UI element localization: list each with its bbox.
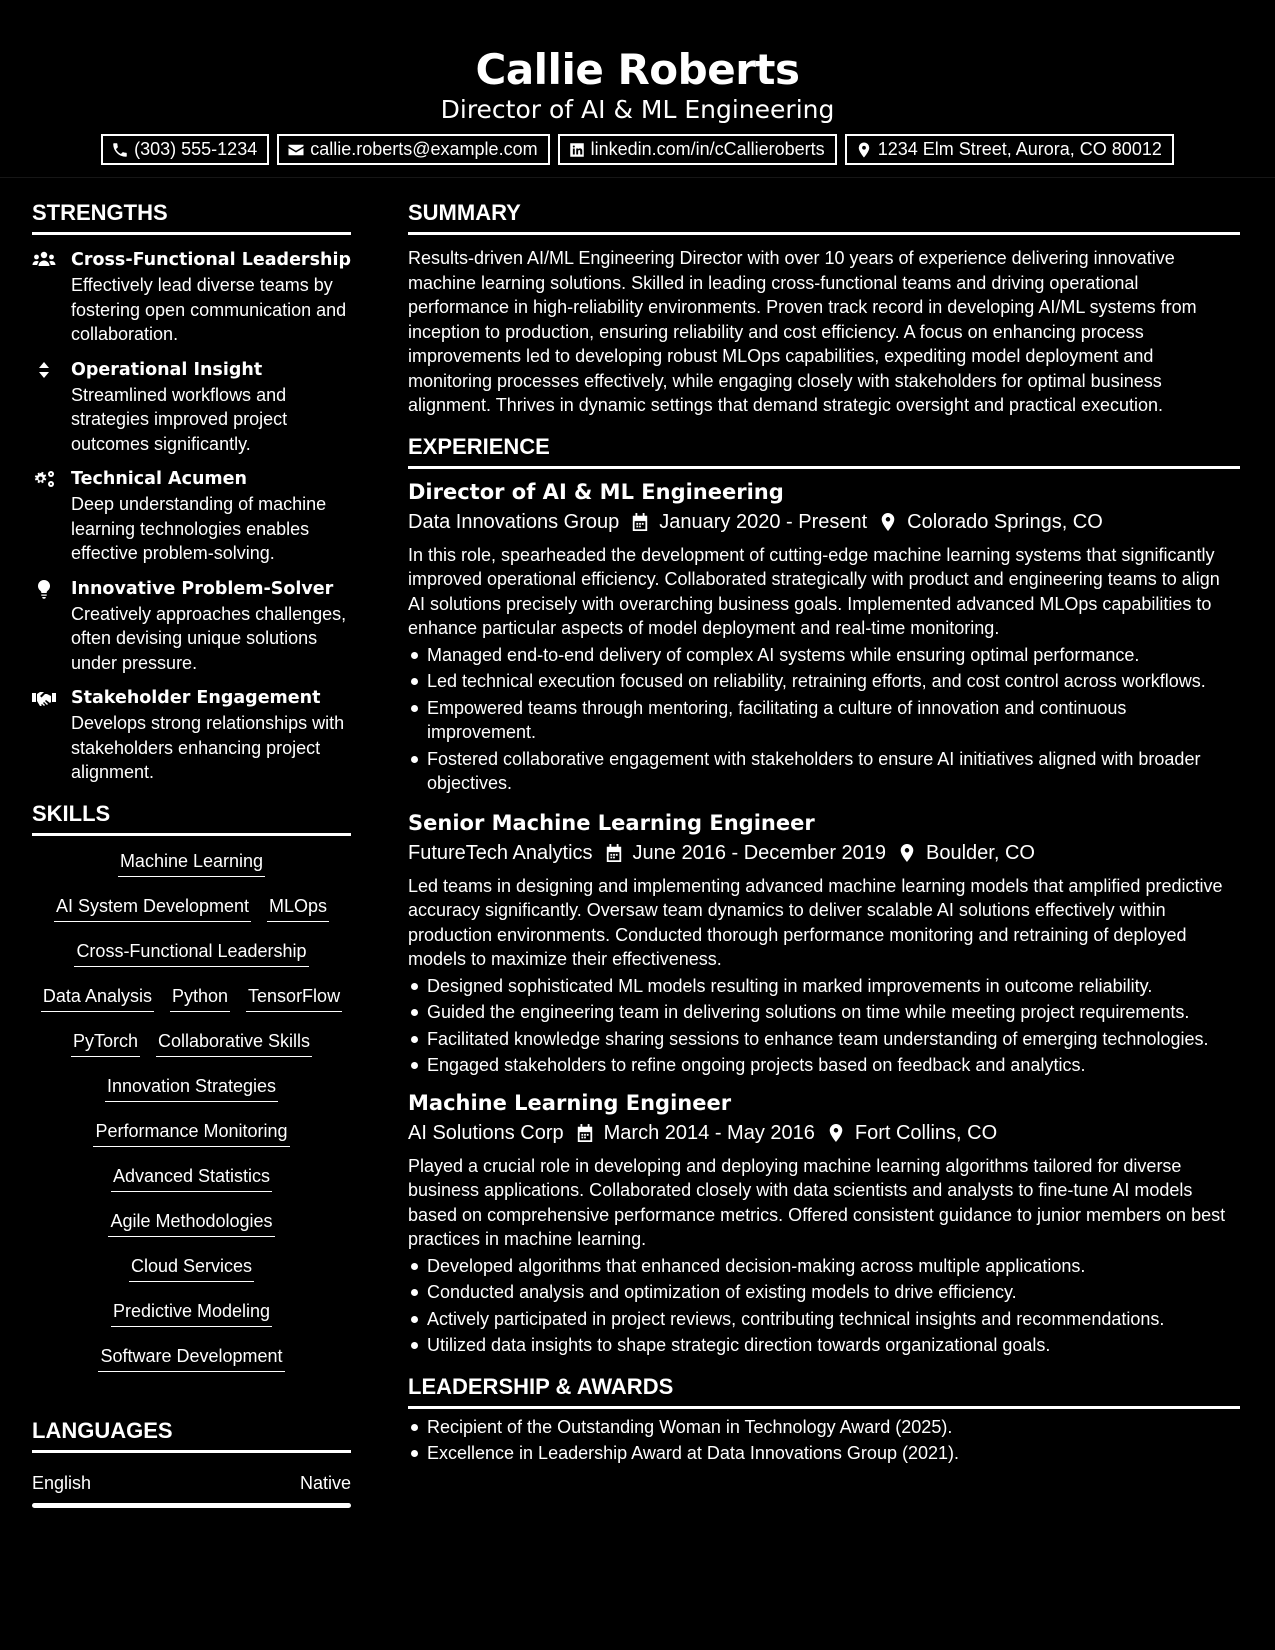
linkedin-text: linkedin.com/in/cCallieroberts [590,139,825,159]
summary-heading: SUMMARY [408,198,1240,235]
experience-heading: EXPERIENCE [408,432,1240,469]
list-item: Managed end-to-end delivery of complex AI systems while ensuring optimal performance. [408,643,1240,668]
job-title: Senior Machine Learning Engineer [408,810,815,835]
calendar-icon [576,1123,594,1143]
phone-icon [111,141,129,159]
contact-bar [0,134,1275,165]
contact-linkedin[interactable] [558,134,837,165]
job-location: Colorado Springs, CO [907,510,1103,533]
language-item [32,1471,351,1495]
strength-title: Cross-Functional Leadership [71,250,351,270]
job-title: Machine Learning Engineer [408,1090,732,1115]
leadership-heading: LEADERSHIP & AWARDS [408,1372,1240,1409]
list-item: Recipient of the Outstanding Woman in Technology Award (2025). [408,1415,1240,1440]
skill-tag: Collaborative Skills [156,1028,312,1057]
skill-tag: Performance Monitoring [93,1118,289,1147]
skill-tag: MLOps [267,893,329,922]
strength-title: Technical Acumen [71,469,247,489]
candidate-name: Callie Roberts [475,45,800,94]
contact-phone[interactable] [101,134,269,165]
strength-item [32,466,351,566]
job-entry [408,1088,1240,1358]
language-level: Native [299,1472,351,1493]
users-icon [32,250,56,270]
gears-icon [32,469,56,489]
job-entry [408,477,1240,796]
list-item: Utilized data insights to shape strategic direction towards organizational goals. [408,1333,1240,1358]
job-entry [408,808,1240,1078]
skills-heading: SKILLS [32,799,351,836]
list-item: Engaged stakeholders to refine ongoing projects based on feedback and analytics. [408,1053,1240,1078]
skill-tag: Advanced Statistics [111,1163,272,1192]
list-item: Fostered collaborative engagement with stakeholders to ensure AI initiatives aligned with broader objectives. [408,747,1240,796]
job-title: Director of AI & ML Engineering [408,479,784,504]
job-description: Played a crucial role in developing and deploying machine learning algorithms tailored for diverse business applications. Collaborated closely with data scientists and analysts to fine-tune AI models based on comprehensive performance metrics. Offered consistent guidance to junior members on best practices in machine learning. [408,1155,1226,1249]
job-bullets [408,643,1240,796]
job-dates: January 2020 - Present [659,510,868,533]
skill-tag: Machine Learning [118,848,265,877]
map-marker-icon [855,141,873,159]
list-item: Empowered teams through mentoring, facilitating a culture of innovation and continuous improvement. [408,696,1240,745]
skill-tag: Data Analysis [41,983,154,1012]
job-description: In this role, spearheaded the development of cutting-edge machine learning systems that significantly improved operational efficiency. Collaborated strategically with product and engineering teams to align AI solutions precisely with overarching business goals. Implemented advanced MLOps capabilities to enhance particular aspects of model deployment and real-time monitoring. [408,544,1220,638]
job-company: AI Solutions Corp [408,1121,564,1144]
job-company: FutureTech Analytics [408,841,593,864]
list-item: Facilitated knowledge sharing sessions to enhance team understanding of emerging technologies. [408,1027,1240,1052]
handshake-icon [32,688,56,708]
envelope-icon [287,141,305,159]
sort-icon [32,360,56,380]
right-column [408,198,1240,1466]
job-company: Data Innovations Group [408,510,620,533]
strength-item [32,357,351,457]
job-meta [408,1118,1240,1148]
calendar-icon [631,512,649,532]
job-bullets [408,1254,1240,1358]
language-proficiency-bar [32,1503,351,1508]
strength-title: Innovative Problem-Solver [71,578,334,599]
strength-item [32,247,351,347]
email-text: callie.roberts@example.com [310,139,538,159]
skill-tag: PyTorch [71,1028,140,1057]
strength-title: Operational Insight [71,359,263,380]
skill-tag: TensorFlow [246,983,342,1012]
leadership-list [408,1415,1240,1466]
strength-desc: Develops strong relationships with stakeholders enhancing project alignment. [71,713,345,782]
phone-text: (303) 555-1234 [134,139,258,159]
calendar-icon [605,843,623,863]
job-meta [408,838,1240,868]
contact-address[interactable] [845,134,1174,165]
strength-item [32,576,351,676]
job-dates: March 2014 - May 2016 [603,1121,815,1144]
lightbulb-icon [32,579,56,599]
skill-tag: Agile Methodologies [108,1208,274,1237]
strengths-heading: STRENGTHS [32,198,351,235]
strength-title: Stakeholder Engagement [71,688,321,708]
address-text: 1234 Elm Street, Aurora, CO 80012 [877,139,1162,159]
skill-tag: Cross-Functional Leadership [74,938,308,967]
map-marker-icon [827,1123,845,1143]
candidate-title: Director of AI & ML Engineering [440,95,835,124]
strength-desc: Effectively lead diverse teams by fostering open communication and collaboration. [71,275,347,344]
map-marker-icon [898,843,916,863]
skill-tag: Cloud Services [129,1253,254,1282]
list-item: Designed sophisticated ML models resulting in marked improvements in outcome reliability. [408,974,1240,999]
map-marker-icon [879,512,897,532]
job-location: Fort Collins, CO [854,1121,998,1144]
job-location: Boulder, CO [926,841,1035,864]
job-description: Led teams in designing and implementing advanced machine learning models that amplified predictive accuracy significantly. Oversaw team dynamics to deliver scalable AI solutions effectively within production environments. Conducted thorough performance monitoring and retraining of deployed models to maximize their effectiveness. [408,875,1223,969]
strength-desc: Streamlined workflows and strategies improved project outcomes significantly. [71,384,288,454]
strength-desc: Creatively approaches challenges, often devising unique solutions under pressure. [71,603,347,673]
skill-tag: Innovation Strategies [105,1073,278,1102]
language-name: English [32,1472,92,1493]
list-item: Excellence in Leadership Award at Data Innovations Group (2021). [408,1441,1240,1466]
job-dates: June 2016 - December 2019 [632,841,887,864]
summary-text: Results-driven AI/ML Engineering Director with over 10 years of experience delivering innovative machine learning solutions. Skilled in leading cross-functional teams and driving operational performance in high-reliability environments. Proven track record in developing AI/ML systems from inception to production, ensuring reliability and cost efficiency. A focus on enhancing process improvements led to developing robust MLOps capabilities, expediting model deployment and monitoring processes effectively, while engaging closely with stakeholders for optimal business alignment. Thrives in dynamic settings that demand strategic oversight and practical execution. [408,248,1197,415]
list-item: Led technical execution focused on reliability, retraining efforts, and cost control across workflows. [408,669,1240,694]
skills-list [32,848,351,1388]
list-item: Developed algorithms that enhanced decision-making across multiple applications. [408,1254,1240,1279]
list-item: Conducted analysis and optimization of existing models to drive efficiency. [408,1280,1240,1305]
strengths-list [32,247,351,785]
linkedin-icon [568,141,586,159]
list-item: Guided the engineering team in delivering solutions on time while meeting project requirements. [408,1000,1240,1025]
skill-tag: AI System Development [54,893,251,922]
job-bullets [408,974,1240,1078]
languages-heading: LANGUAGES [32,1416,351,1453]
resume-header [0,0,1275,178]
strength-desc: Deep understanding of machine learning technologies enables effective problem-solving. [71,494,327,563]
contact-email[interactable] [277,134,549,165]
left-column [32,198,351,1508]
job-meta [408,507,1240,537]
skill-tag: Python [170,983,230,1012]
skill-tag: Software Development [98,1343,284,1372]
list-item: Actively participated in project reviews, contributing technical insights and recommendations. [408,1307,1240,1332]
strength-item [32,685,351,785]
skill-tag: Predictive Modeling [111,1298,272,1327]
